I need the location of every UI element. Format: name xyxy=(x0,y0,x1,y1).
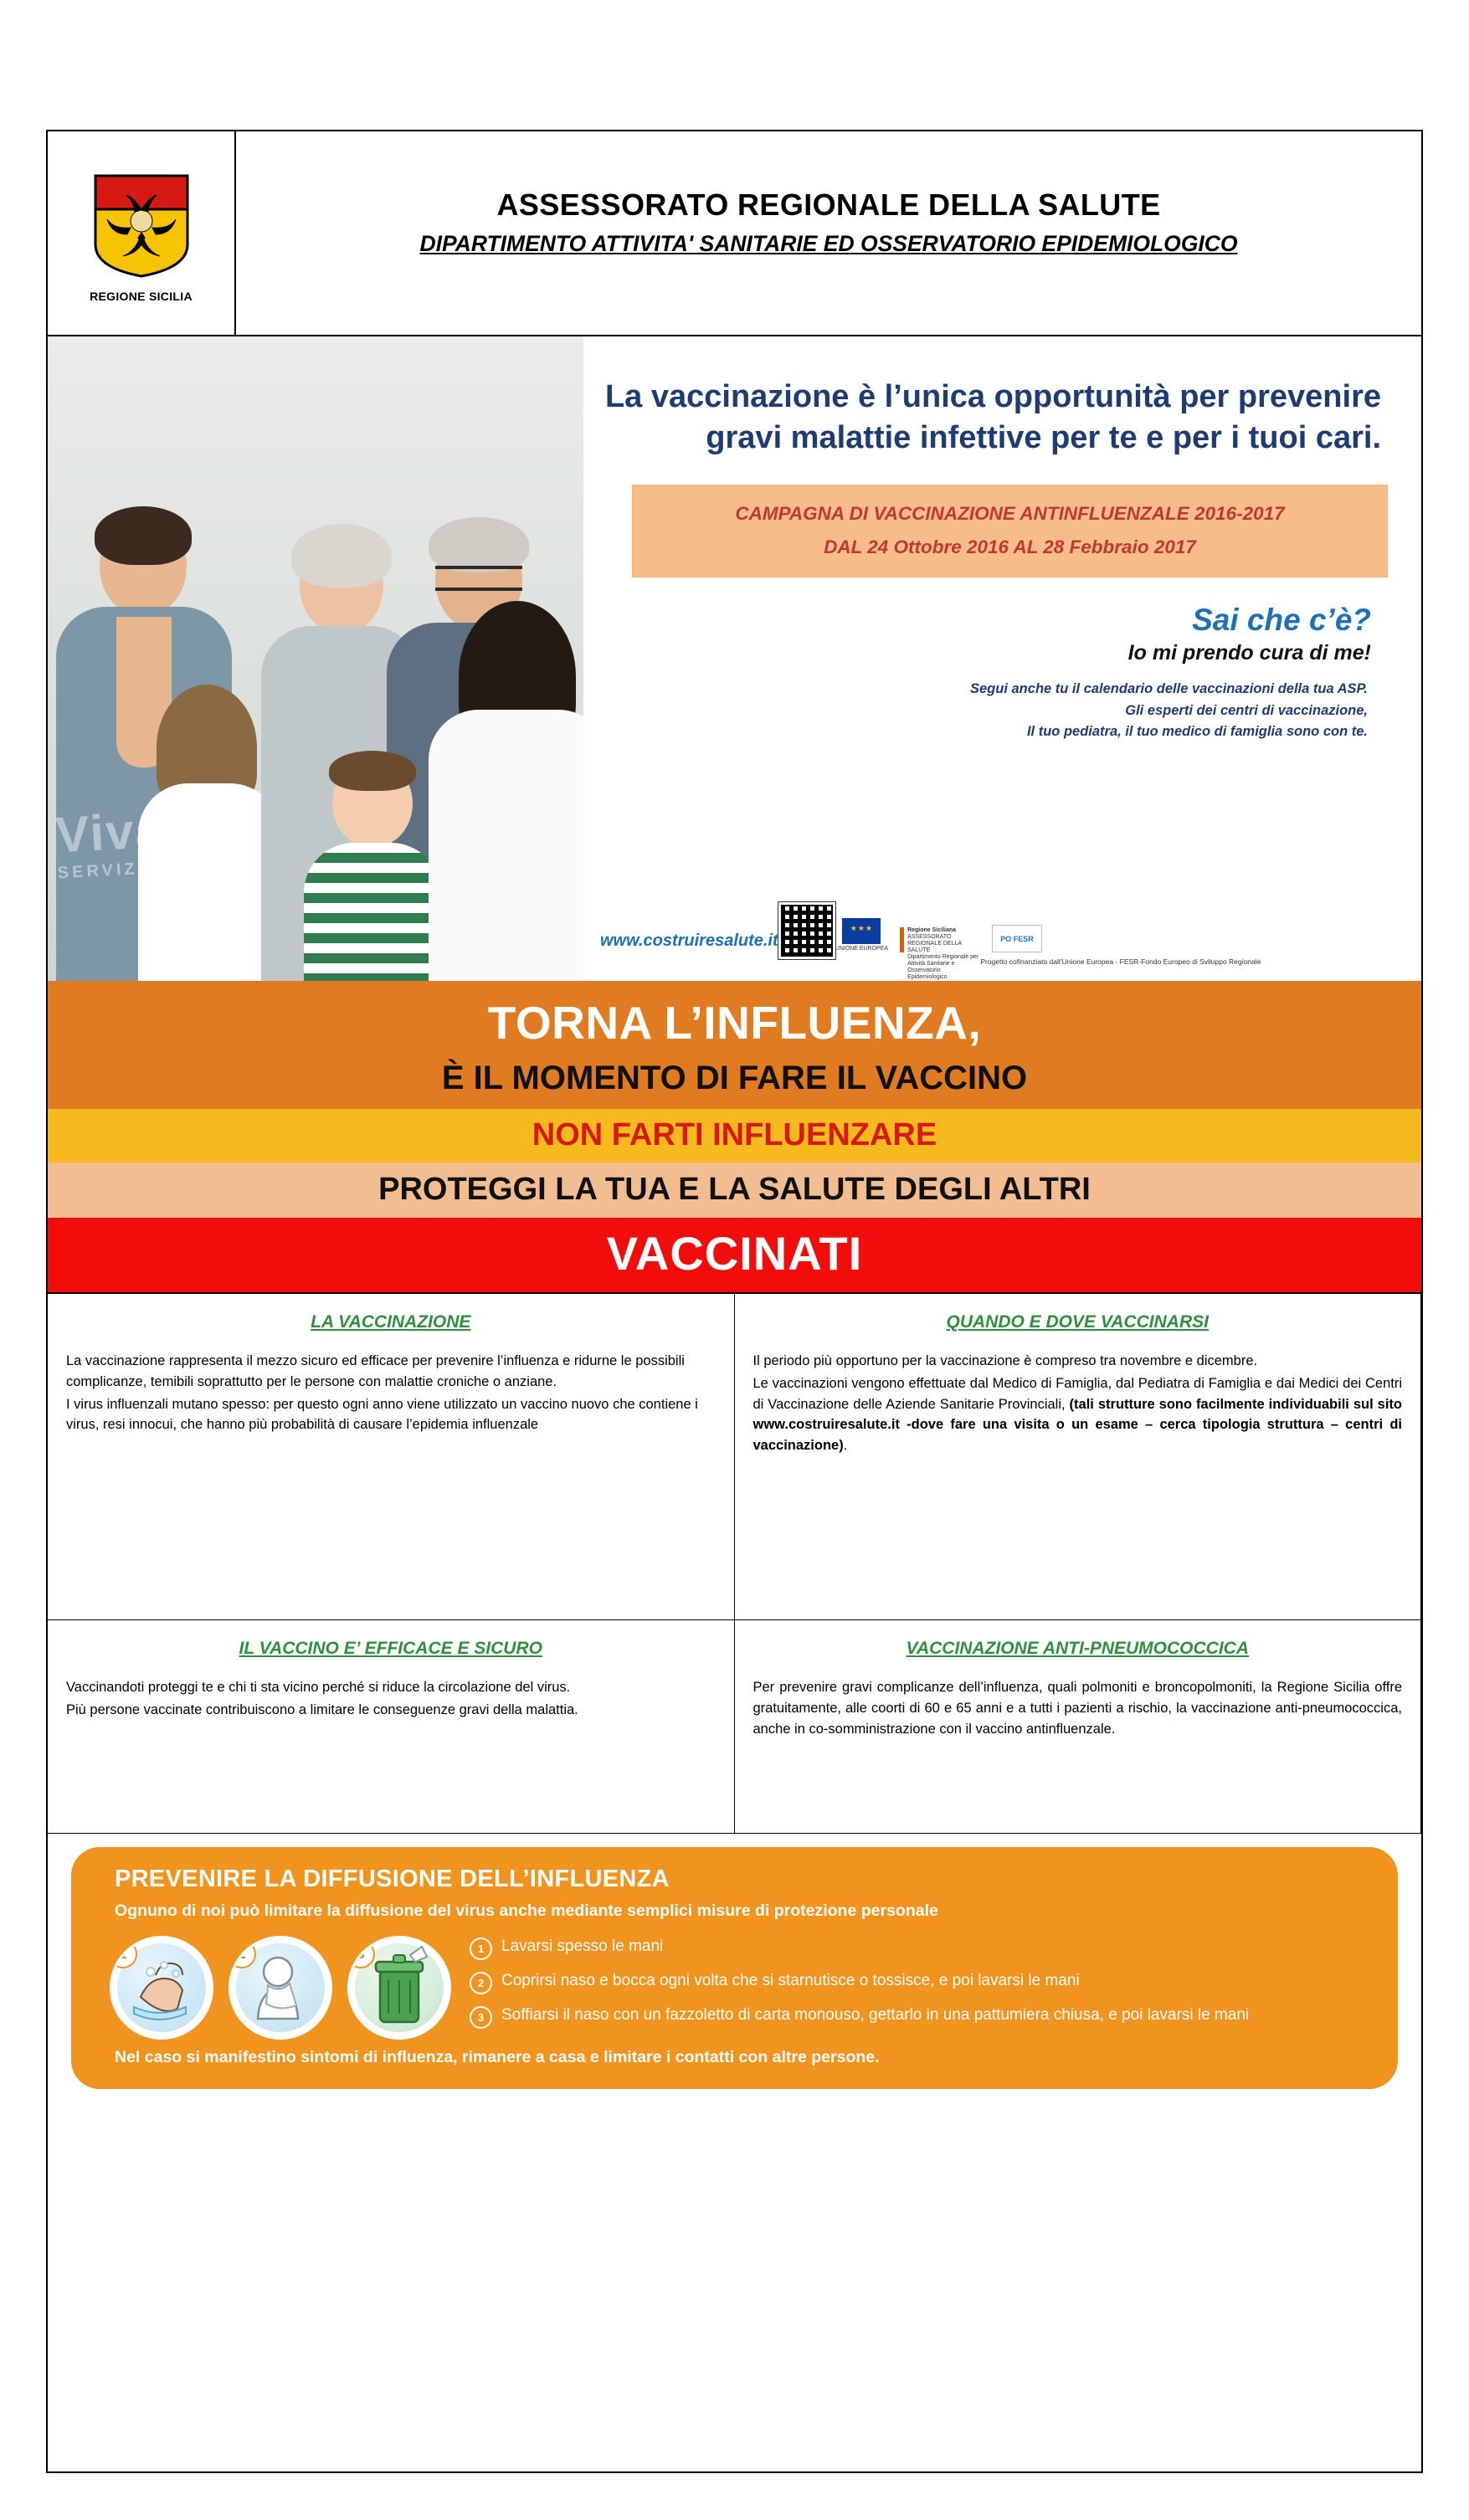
band1-line1: TORNA L’INFLUENZA, xyxy=(487,997,982,1049)
bin-tissue-icon xyxy=(347,1936,451,2040)
info-cell-title: VACCINAZIONE ANTI-PNEUMOCOCCICA xyxy=(906,1639,1249,1658)
slogan-block xyxy=(600,603,1396,743)
info-paragraph-bold: (tali strutture sono facilmente individuabili sul sito www.costruiresalute.it -dove fare una visita o un esame – cerca tipologia struttura – centri di vaccinazione) xyxy=(752,1396,1402,1453)
prevention-content xyxy=(100,1936,1369,2040)
info-cell-title: QUANDO E DOVE VACCINARSI xyxy=(946,1312,1209,1332)
list-item-number: 1 xyxy=(470,1937,492,1960)
prevention-section xyxy=(48,1834,1421,2111)
campaign-line-2: DAL 24 Ottobre 2016 AL 28 Febbraio 2017 xyxy=(824,536,1196,557)
info-paragraph: Le vaccinazioni vengono effettuate dal Medico di Famiglia, dal Pediatra di Famiglia e dai Medici dei Centri di Vaccinazione delle Aziende Sanitarie Provinciali, xyxy=(752,1375,1402,1412)
po-fesr-logo: PO FESR xyxy=(992,925,1042,952)
sicily-shield-icon xyxy=(92,172,191,280)
eu-logo: ★★★ UNIONE EUROPEA xyxy=(835,918,888,952)
qr-code-icon[interactable] xyxy=(778,902,835,959)
region-health-logo: Regione Siciliana ASSESSORATO REGIONALE DELLA SALUTE Dipartimento Regionale per Attività Sanitarie e Osservatorio Epidemiologico xyxy=(900,927,980,952)
list-item-number: 3 xyxy=(470,2006,492,2029)
prevention-icons xyxy=(110,1936,451,2040)
campaign-dates-box xyxy=(632,485,1388,577)
info-cell-body xyxy=(66,1351,716,1435)
info-paragraph-tail: . xyxy=(843,1438,848,1453)
hero-banner xyxy=(48,336,1421,981)
poster-page xyxy=(46,130,1423,2473)
header-titles xyxy=(236,131,1421,335)
prevention-list xyxy=(470,1936,1369,2040)
prevention-title: PREVENIRE LA DIFFUSIONE DELL’INFLUENZA xyxy=(115,1866,670,1892)
slogan-secondary: Io mi prendo cura di me! xyxy=(1127,641,1371,665)
info-cell-title: LA VACCINAZIONE xyxy=(311,1312,471,1332)
band-non-farti-influenzare: NON FARTI INFLUENZARE xyxy=(48,1109,1421,1162)
slogan-subtext-line-3: Il tuo pediatra, il tuo medico di famiglia sono con te. xyxy=(1026,724,1368,740)
list-item-label: Soffiarsi il naso con un fazzoletto di carta monouso, gettarlo in una pattumiera chiusa, e poi lavarsi le mani xyxy=(501,2006,1250,2024)
info-paragraph: Il periodo più opportuno per la vaccinazione è compreso tra novembre e dicembre. xyxy=(752,1353,1258,1368)
hero-text-block xyxy=(583,336,1421,981)
photo-watermark: Viva SERVIZI xyxy=(54,801,167,883)
list-item xyxy=(470,1970,1369,1994)
website-link[interactable]: www.costruiresalute.it xyxy=(600,932,778,950)
wash-hands-icon xyxy=(110,1936,213,2040)
bin-tissue-badge: 3 xyxy=(347,1940,375,1968)
list-item-label: Coprirsi naso e bocca ogni volta che si starnutisce o tossisce, e poi lavarsi le mani xyxy=(501,1972,1080,1989)
wash-hands-badge: 1 xyxy=(110,1940,137,1968)
band1-line2: È IL MOMENTO DI FARE IL VACCINO xyxy=(441,1060,1028,1096)
list-item xyxy=(470,1936,1369,1960)
cover-mouth-badge: 2 xyxy=(229,1940,256,1968)
hero-headline: La vaccinazione è l’unica opportunità per prevenire gravi malattie infettive per te e per i tuoi cari. xyxy=(604,379,1381,455)
prevention-panel xyxy=(71,1847,1398,2089)
header-title-primary: ASSESSORATO REGIONALE DELLA SALUTE xyxy=(496,187,1161,222)
info-cell-quando-dove xyxy=(735,1294,1422,1620)
info-paragraph: I virus influenzali mutano spesso: per questo ogni anno viene utilizzato un vaccino nuovo che contiene i virus, resi innocui, che hanno più probabilità di causare l’epidemia influenzale xyxy=(66,1396,698,1433)
fesr-note: Progetto cofinanziato dall’Unione Europea - FESR-Fondo Europeo di Sviluppo Regionale xyxy=(980,957,1261,966)
info-cell-body xyxy=(753,1351,1403,1456)
prevention-subtitle: Ognuno di noi può limitare la diffusione del virus anche mediante semplici misure di protezione personale xyxy=(115,1902,938,1920)
info-cell-body xyxy=(66,1677,716,1721)
campaign-line-1: CAMPAGNA DI VACCINAZIONE ANTINFLUENZALE 2016-2017 xyxy=(735,503,1285,525)
slogan-primary: Sai che c’è? xyxy=(1192,603,1371,637)
list-item-label: Lavarsi spesso le mani xyxy=(501,1937,664,1955)
info-cell-vaccinazione xyxy=(48,1294,735,1620)
info-paragraph: Più persone vaccinate contribuiscono a limitare le conseguenze gravi della malattia. xyxy=(66,1701,578,1717)
info-paragraph: Vaccinandoti proteggi te e chi ti sta vicino perché si riduce la circolazione del virus. xyxy=(66,1680,571,1695)
header-title-secondary: DIPARTIMENTO ATTIVITA' SANITARIE ED OSSERVATORIO EPIDEMIOLOGICO xyxy=(419,231,1238,256)
slogan-subtext-line-2: Gli esperti dei centri di vaccinazione, xyxy=(1125,702,1368,718)
band-proteggi-salute: PROTEGGI LA TUA E LA SALUTE DEGLI ALTRI xyxy=(48,1162,1421,1218)
info-cell-title: IL VACCINO E’ EFFICACE E SICURO xyxy=(239,1639,542,1658)
list-item-number: 2 xyxy=(470,1972,492,1994)
cover-mouth-icon xyxy=(229,1936,332,2040)
slogan-subtext-line-1: Segui anche tu il calendario delle vaccinazioni della tua ASP. xyxy=(970,681,1368,696)
family-photo xyxy=(48,336,583,981)
eu-flag-icon xyxy=(842,918,881,944)
list-item xyxy=(470,2004,1369,2029)
region-logo-caption: REGIONE SICILIA xyxy=(90,289,193,303)
document-header xyxy=(48,131,1421,336)
info-paragraph: La vaccinazione rappresenta il mezzo sicuro ed efficace per prevenire l’influenza e ridurne le possibili complicanze, temibili soprattutto per le persone con malattie croniche o anziane. xyxy=(66,1353,685,1389)
info-cell-pneumococcica xyxy=(735,1620,1422,1834)
band-torna-influenza xyxy=(48,981,1421,1109)
hero-footer-strip xyxy=(600,902,1406,981)
slogan-subtext xyxy=(600,679,1371,743)
band-vaccinati: VACCINATI xyxy=(48,1218,1421,1292)
info-paragraph: Per prevenire gravi complicanze dell’influenza, quali polmoniti e broncopolmoniti, la Regione Sicilia offre gratuitamente, alle coorti di 60 e 65 anni e a tutti i pazienti a rischio, la vaccinazione anti-pneumococcica, anche in co-somministrazione con il vaccino antinfluenzale. xyxy=(752,1680,1402,1737)
info-cell-body xyxy=(753,1677,1403,1739)
region-logo-block xyxy=(48,131,236,335)
info-table xyxy=(48,1292,1421,1834)
prevention-footer: Nel caso si manifestino sintomi di influenza, rimanere a casa e limitare i contatti con altre persone. xyxy=(115,2048,880,2066)
info-cell-efficace-sicuro xyxy=(48,1620,735,1834)
